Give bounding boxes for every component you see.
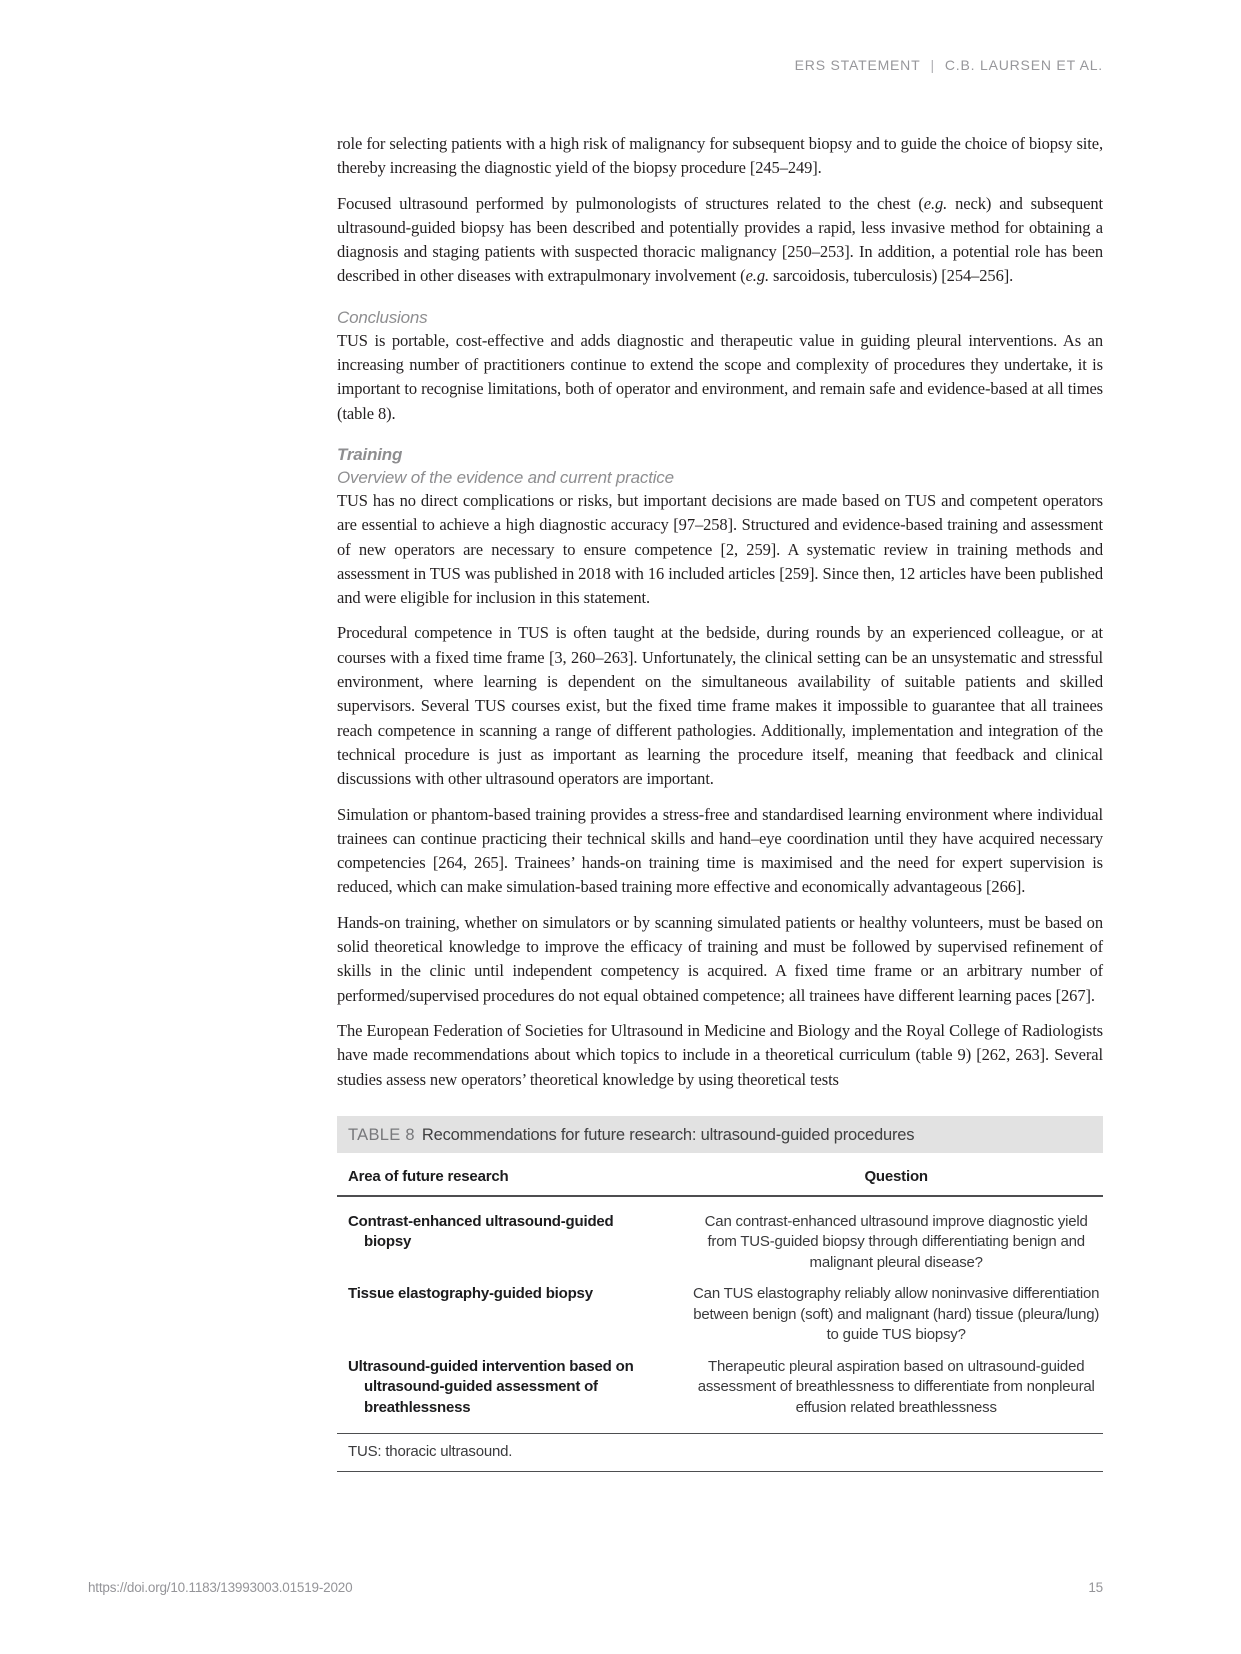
table-8-footnote: TUS: thoracic ultrasound. <box>337 1433 1103 1472</box>
paragraph-hands-on-training: Hands-on training, whether on simulators or by scanning simulated patients or healthy volunteers, must be based on solid theoretical knowledge to improve the efficacy of training and must be followed by supervised refinement of skills in the clinic until independent competency is acquired. A fixed time frame or an arbitrary number of performed/supervised procedures do not equal obtained competence; all trainees have different learning paces [267]. <box>337 912 1103 1005</box>
paragraph-simulation-training: Simulation or phantom-based training provides a stress-free and standardised learning environment where individual trainees can continue practicing their technical skills and hand–eye coordination until they have acquired necessary competencies [264, 265]. Trainees’ hands-on training time is maximised and the need for expert supervision is reduced, which can make simulation-based training more effective and economically advantageous [266]. <box>337 804 1103 897</box>
cell-question: Therapeutic pleural aspiration based on ultrasound-guided assessment of breathlessness to differentiate from nonpleural effusion related breathlessness <box>697 1357 1095 1416</box>
column-header-question: Question <box>689 1153 1103 1196</box>
main-text-column <box>337 132 1103 1472</box>
table-8 <box>337 1116 1103 1473</box>
text-segment: Focused ultrasound performed by pulmonologists of structures related to the chest ( <box>337 193 924 213</box>
table-row-us-guided-intervention <box>337 1346 1103 1419</box>
page-footer <box>88 1580 1103 1595</box>
table-row-tissue-elastography <box>337 1273 1103 1346</box>
heading-training: Training <box>337 444 403 464</box>
paragraph-conclusions: TUS is portable, cost-effective and adds diagnostic and therapeutic value in guiding pleural interventions. As an increasing number of practitioners continue to extend the scope and complexity of procedures they undertake, it is important to recognise limitations, both of operator and environment, and remain safe and evidence-based at all times (table 8). <box>337 330 1103 423</box>
column-header-area-of-future-research: Area of future research <box>337 1153 689 1196</box>
cell-question: Can contrast-enhanced ultrasound improve diagnostic yield from TUS-guided biopsy through differentiating benign and malignant pleural disease? <box>704 1212 1088 1271</box>
cell-question: Can TUS elastography reliably allow noninvasive differentiation between benign (soft) and malignant (hard) tissue (pleura/lung) to guide TUS biopsy? <box>693 1285 1100 1344</box>
heading-conclusions: Conclusions <box>337 307 428 327</box>
table-8-header-row <box>337 1153 1103 1196</box>
table-row-contrast-enhanced <box>337 1196 1103 1274</box>
table-8-titlebar <box>337 1116 1103 1153</box>
table-8-grid <box>337 1153 1103 1419</box>
table-8-title: Recommendations for future research: ultrasound-guided procedures <box>421 1125 915 1144</box>
heading-overview-evidence: Overview of the evidence and current practice <box>337 467 674 487</box>
paragraph-biopsy-selection: role for selecting patients with a high risk of malignancy for subsequent biopsy and to guide the choice of biopsy site, thereby increasing the diagnostic yield of the biopsy procedure [245–249]. <box>337 134 1103 178</box>
paragraph-tus-complications: TUS has no direct complications or risks, but important decisions are made based on TUS and competent operators are essential to achieve a high diagnostic accuracy [97–258]. Structured and evidence-based training and assessment of new operators are necessary to ensure competence [2, 259]. A systematic review in training methods and assessment in TUS was published in 2018 with 16 included articles [259]. Since then, 12 articles have been published and were eligible for inclusion in this statement. <box>337 490 1103 608</box>
cell-area: Tissue elastography-guided biopsy <box>348 1285 593 1303</box>
paragraph-procedural-competence: Procedural competence in TUS is often taught at the bedside, during rounds by an experienced colleague, or at courses with a fixed time frame [3, 260–263]. Unfortunately, the clinical setting can be an unsystematic and stressful environment, where learning is dependent on the simultaneous availability of suitable patients and skilled supervisors. Several TUS courses exist, but the fixed time frame makes it impossible to guarantee that all trainees reach competence in scanning a range of different pathologies. Additionally, implementation and integration of the technical procedure is just as important as learning the procedure itself, meaning that feedback and clinical discussions with other ultrasound operators are important. <box>337 623 1103 789</box>
table-8-label: TABLE 8 <box>348 1125 415 1144</box>
running-head-authors: C.B. LAURSEN ET AL. <box>944 57 1103 73</box>
cell-area: Contrast-enhanced ultrasound-guided biopsy <box>348 1212 614 1251</box>
page-number: 15 <box>1088 1580 1103 1595</box>
cell-area: Ultrasound-guided intervention based on ultrasound-guided assessment of breathlessness <box>348 1357 634 1416</box>
doi-link[interactable]: https://doi.org/10.1183/13993003.01519-2020 <box>88 1580 353 1595</box>
running-head <box>795 57 1103 73</box>
paragraph-focused-ultrasound <box>337 192 1103 289</box>
text-segment-italic-eg: e.g. <box>745 266 770 286</box>
text-segment: neck) and subsequent ultrasound-guided biopsy has been described and potentially provides a rapid, less invasive method for obtaining a diagnosis and staging patients with suspected thoracic malignancy [250–253]. In addition, a potential role has been described in other diseases with extrapulmonary involvement ( <box>337 193 1103 286</box>
text-segment-italic-eg: e.g. <box>923 193 948 213</box>
paragraph-efsumb-recommendations: The European Federation of Societies for Ultrasound in Medicine and Biology and the Royal College of Radiologists have made recommendations about which topics to include in a theoretical curriculum (table 9) [262, 263]. Several studies assess new operators’ theoretical knowledge by using theoretical tests <box>337 1020 1103 1089</box>
running-head-section: ERS STATEMENT <box>794 57 921 73</box>
text-segment: sarcoidosis, tuberculosis) [254–256]. <box>769 266 1014 286</box>
running-head-separator: | <box>930 57 935 73</box>
